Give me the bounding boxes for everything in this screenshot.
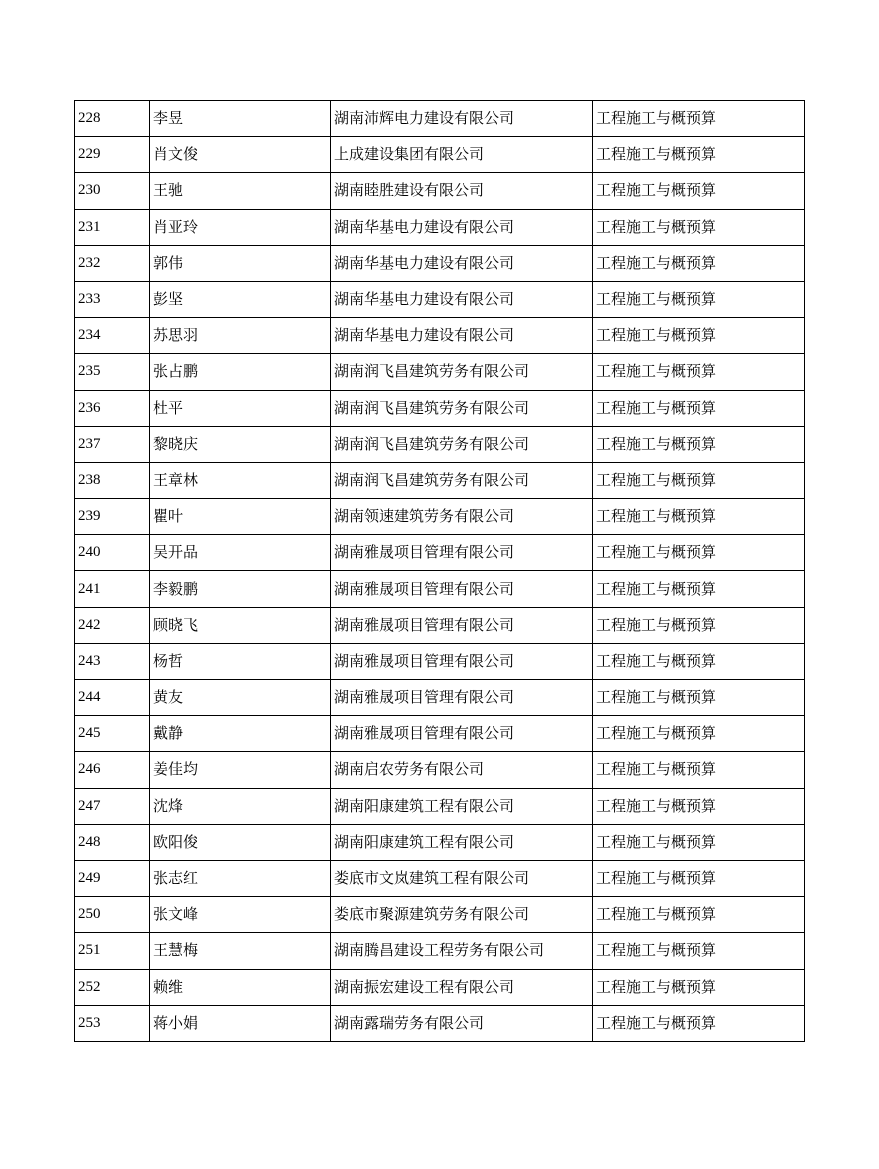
person-name-cell: 张志红 xyxy=(150,860,331,896)
company-cell: 湖南雅晟项目管理有限公司 xyxy=(331,571,593,607)
major-cell: 工程施工与概预算 xyxy=(593,788,805,824)
table-row xyxy=(75,462,805,498)
company-cell: 湖南阳康建筑工程有限公司 xyxy=(331,824,593,860)
person-name-cell: 张占鹏 xyxy=(150,354,331,390)
major-cell: 工程施工与概预算 xyxy=(593,860,805,896)
table-row xyxy=(75,245,805,281)
person-name-cell: 彭坚 xyxy=(150,281,331,317)
company-cell: 湖南睦胜建设有限公司 xyxy=(331,173,593,209)
person-name-cell: 吴开品 xyxy=(150,535,331,571)
major-cell: 工程施工与概预算 xyxy=(593,101,805,137)
company-cell: 湖南雅晟项目管理有限公司 xyxy=(331,535,593,571)
company-cell: 湖南阳康建筑工程有限公司 xyxy=(331,788,593,824)
table-row xyxy=(75,209,805,245)
company-cell: 湖南领速建筑劳务有限公司 xyxy=(331,499,593,535)
major-cell: 工程施工与概预算 xyxy=(593,354,805,390)
table-row xyxy=(75,607,805,643)
person-name-cell: 王章林 xyxy=(150,462,331,498)
major-cell: 工程施工与概预算 xyxy=(593,1005,805,1041)
major-cell: 工程施工与概预算 xyxy=(593,716,805,752)
table-row xyxy=(75,173,805,209)
company-cell: 湖南雅晟项目管理有限公司 xyxy=(331,680,593,716)
company-cell: 湖南华基电力建设有限公司 xyxy=(331,209,593,245)
table-row xyxy=(75,752,805,788)
table-row xyxy=(75,680,805,716)
person-name-cell: 张文峰 xyxy=(150,897,331,933)
row-number-cell: 237 xyxy=(75,426,150,462)
person-name-cell: 戴静 xyxy=(150,716,331,752)
person-name-cell: 郭伟 xyxy=(150,245,331,281)
person-name-cell: 欧阳俊 xyxy=(150,824,331,860)
table-row xyxy=(75,535,805,571)
person-name-cell: 李昱 xyxy=(150,101,331,137)
major-cell: 工程施工与概预算 xyxy=(593,390,805,426)
company-cell: 娄底市文岚建筑工程有限公司 xyxy=(331,860,593,896)
major-cell: 工程施工与概预算 xyxy=(593,426,805,462)
roster-table xyxy=(74,100,805,1042)
row-number-cell: 229 xyxy=(75,137,150,173)
row-number-cell: 251 xyxy=(75,933,150,969)
major-cell: 工程施工与概预算 xyxy=(593,643,805,679)
person-name-cell: 姜佳均 xyxy=(150,752,331,788)
major-cell: 工程施工与概预算 xyxy=(593,571,805,607)
table-row xyxy=(75,716,805,752)
row-number-cell: 250 xyxy=(75,897,150,933)
table-row xyxy=(75,137,805,173)
company-cell: 湖南华基电力建设有限公司 xyxy=(331,281,593,317)
major-cell: 工程施工与概预算 xyxy=(593,824,805,860)
roster-table-body xyxy=(75,101,805,1042)
major-cell: 工程施工与概预算 xyxy=(593,281,805,317)
row-number-cell: 235 xyxy=(75,354,150,390)
table-row xyxy=(75,318,805,354)
company-cell: 湖南华基电力建设有限公司 xyxy=(331,245,593,281)
person-name-cell: 王驰 xyxy=(150,173,331,209)
row-number-cell: 242 xyxy=(75,607,150,643)
row-number-cell: 238 xyxy=(75,462,150,498)
table-row xyxy=(75,969,805,1005)
row-number-cell: 239 xyxy=(75,499,150,535)
row-number-cell: 234 xyxy=(75,318,150,354)
row-number-cell: 241 xyxy=(75,571,150,607)
row-number-cell: 252 xyxy=(75,969,150,1005)
company-cell: 上成建设集团有限公司 xyxy=(331,137,593,173)
major-cell: 工程施工与概预算 xyxy=(593,607,805,643)
company-cell: 湖南振宏建设工程有限公司 xyxy=(331,969,593,1005)
row-number-cell: 232 xyxy=(75,245,150,281)
table-row xyxy=(75,860,805,896)
table-row xyxy=(75,824,805,860)
person-name-cell: 黄友 xyxy=(150,680,331,716)
table-row xyxy=(75,788,805,824)
row-number-cell: 248 xyxy=(75,824,150,860)
table-row xyxy=(75,281,805,317)
table-row xyxy=(75,390,805,426)
table-row xyxy=(75,101,805,137)
company-cell: 娄底市聚源建筑劳务有限公司 xyxy=(331,897,593,933)
person-name-cell: 王慧梅 xyxy=(150,933,331,969)
row-number-cell: 246 xyxy=(75,752,150,788)
major-cell: 工程施工与概预算 xyxy=(593,680,805,716)
person-name-cell: 赖维 xyxy=(150,969,331,1005)
company-cell: 湖南润飞昌建筑劳务有限公司 xyxy=(331,462,593,498)
row-number-cell: 233 xyxy=(75,281,150,317)
table-row xyxy=(75,499,805,535)
row-number-cell: 249 xyxy=(75,860,150,896)
person-name-cell: 蒋小娟 xyxy=(150,1005,331,1041)
company-cell: 湖南润飞昌建筑劳务有限公司 xyxy=(331,426,593,462)
major-cell: 工程施工与概预算 xyxy=(593,462,805,498)
row-number-cell: 244 xyxy=(75,680,150,716)
table-row xyxy=(75,426,805,462)
row-number-cell: 240 xyxy=(75,535,150,571)
table-row xyxy=(75,354,805,390)
person-name-cell: 瞿叶 xyxy=(150,499,331,535)
company-cell: 湖南雅晟项目管理有限公司 xyxy=(331,643,593,679)
major-cell: 工程施工与概预算 xyxy=(593,209,805,245)
major-cell: 工程施工与概预算 xyxy=(593,318,805,354)
major-cell: 工程施工与概预算 xyxy=(593,245,805,281)
row-number-cell: 245 xyxy=(75,716,150,752)
person-name-cell: 杨哲 xyxy=(150,643,331,679)
major-cell: 工程施工与概预算 xyxy=(593,535,805,571)
row-number-cell: 236 xyxy=(75,390,150,426)
row-number-cell: 230 xyxy=(75,173,150,209)
company-cell: 湖南腾昌建设工程劳务有限公司 xyxy=(331,933,593,969)
major-cell: 工程施工与概预算 xyxy=(593,499,805,535)
company-cell: 湖南润飞昌建筑劳务有限公司 xyxy=(331,390,593,426)
company-cell: 湖南华基电力建设有限公司 xyxy=(331,318,593,354)
person-name-cell: 肖亚玲 xyxy=(150,209,331,245)
person-name-cell: 沈烽 xyxy=(150,788,331,824)
person-name-cell: 肖文俊 xyxy=(150,137,331,173)
table-row xyxy=(75,933,805,969)
table-row xyxy=(75,1005,805,1041)
major-cell: 工程施工与概预算 xyxy=(593,173,805,209)
company-cell: 湖南启农劳务有限公司 xyxy=(331,752,593,788)
row-number-cell: 231 xyxy=(75,209,150,245)
company-cell: 湖南雅晟项目管理有限公司 xyxy=(331,607,593,643)
table-row xyxy=(75,571,805,607)
row-number-cell: 253 xyxy=(75,1005,150,1041)
person-name-cell: 顾晓飞 xyxy=(150,607,331,643)
company-cell: 湖南润飞昌建筑劳务有限公司 xyxy=(331,354,593,390)
table-row xyxy=(75,897,805,933)
person-name-cell: 黎晓庆 xyxy=(150,426,331,462)
major-cell: 工程施工与概预算 xyxy=(593,137,805,173)
major-cell: 工程施工与概预算 xyxy=(593,969,805,1005)
table-row xyxy=(75,643,805,679)
major-cell: 工程施工与概预算 xyxy=(593,752,805,788)
major-cell: 工程施工与概预算 xyxy=(593,897,805,933)
row-number-cell: 243 xyxy=(75,643,150,679)
company-cell: 湖南雅晟项目管理有限公司 xyxy=(331,716,593,752)
row-number-cell: 247 xyxy=(75,788,150,824)
row-number-cell: 228 xyxy=(75,101,150,137)
person-name-cell: 苏思羽 xyxy=(150,318,331,354)
person-name-cell: 杜平 xyxy=(150,390,331,426)
company-cell: 湖南露瑞劳务有限公司 xyxy=(331,1005,593,1041)
company-cell: 湖南沛辉电力建设有限公司 xyxy=(331,101,593,137)
major-cell: 工程施工与概预算 xyxy=(593,933,805,969)
person-name-cell: 李毅鹏 xyxy=(150,571,331,607)
